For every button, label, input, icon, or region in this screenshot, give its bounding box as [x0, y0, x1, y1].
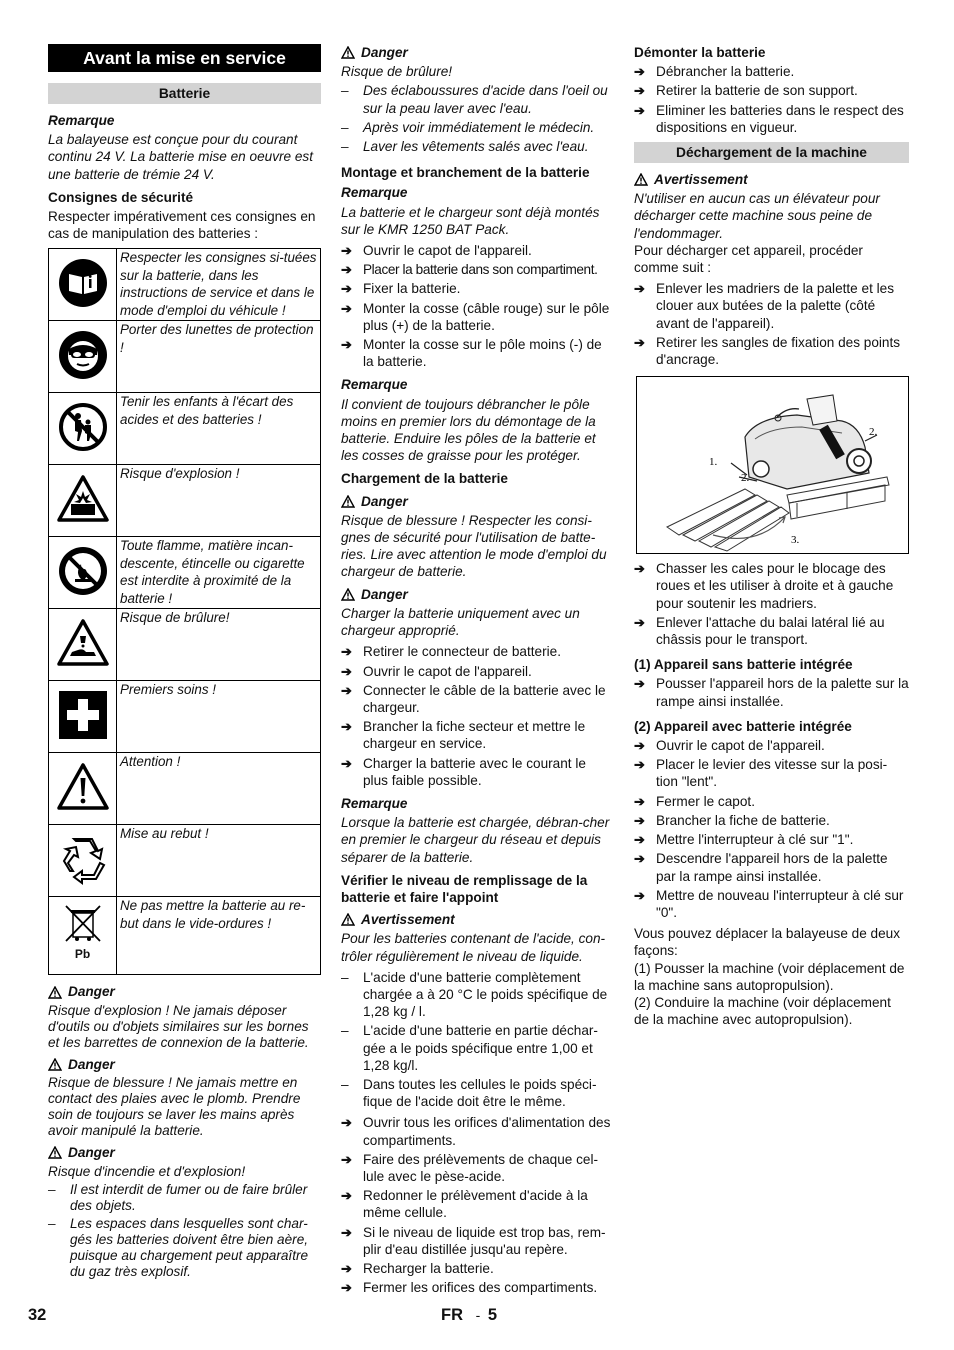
table-row [49, 825, 321, 897]
unload-steps-a [634, 280, 909, 368]
no-trash-bin-icon [60, 903, 106, 943]
remark2-text: Il convient de toujours débrancher le pôle moins en premier lors du démontage de la batterie. Enduire les pôles de la batterie et les cosses de graisse pour les protéger. [341, 396, 596, 464]
safety-symbols-table [48, 248, 321, 975]
list-item: ➔ Connecter le câble de la batterie avec le chargeur. [341, 682, 614, 716]
remove-steps [634, 63, 909, 136]
sub1-heading: (1) Appareil sans batterie intégrée [634, 657, 853, 673]
list-item: ➔ Fermer le capot. [634, 793, 909, 810]
list-item: ➔ Pousser l'appareil hors de la palette sur la rampe ainsi installée. [634, 675, 909, 709]
section-title-batterie: Batterie [48, 83, 321, 104]
list-item: – L'acide d'une batterie en partie déchar-gée a le poids spécifique entre 1,00 et 1,28 kg/l. [341, 1022, 614, 1074]
list-item: ➔ Ouvrir tous les orifices d'alimentation des compartiments. [341, 1114, 614, 1148]
figure-label-2a: 2. [869, 426, 878, 439]
danger-text: Risque de blessure ! Ne jamais mettre en contact des plaies avec le plomb. Prendre soin de toujours se laver les mains après avoir manipulé la batterie. [48, 1074, 301, 1138]
sub-page-number: 5 [487, 1306, 498, 1324]
safety-text: Tenir les enfants à l'écart des acides et des batteries ! [117, 393, 321, 465]
warning-triangle-icon [48, 1058, 62, 1071]
column-2 [341, 44, 614, 1300]
safety-text: Mise au rebut ! [117, 825, 321, 897]
remark2-heading: Remarque [341, 377, 408, 393]
page-number: 32 [28, 1306, 47, 1324]
danger-heading: Danger [341, 493, 614, 510]
page-language-indicator [441, 1307, 497, 1324]
list-item: ➔ Mettre l'interrupteur à clé sur "1". [634, 831, 909, 848]
table-row [49, 609, 321, 681]
warning-triangle-icon [341, 913, 355, 926]
remark-text: La balayeuse est conçue pour du courant continu 24 V. La batterie mise en oeuvre est une batterie de trémie 24 V. [48, 132, 313, 182]
list-item: ➔ Brancher la fiche de batterie. [634, 812, 909, 829]
level-heading: Vérifier le niveau de remplissage de la batterie et faire l'appoint [341, 872, 588, 905]
danger-heading: Danger [48, 1056, 321, 1073]
danger-text: Charger la batterie uniquement avec un chargeur approprié. [341, 605, 580, 639]
level-steps [341, 1114, 614, 1296]
list-item: ➔ Monter la cosse sur le pôle moins (-) de la batterie. [341, 336, 614, 370]
remark3-text: Lorsque la batterie est chargée, débran-cher en premier le chargeur du réseau et depuis séparer de la batterie. [341, 815, 610, 865]
list-item: ➔ Si le niveau de liquide est trop bas, rem-plir d'eau distillée jusqu'au repère. [341, 1224, 614, 1258]
list-item: ➔ Brancher la fiche secteur et mettre le chargeur en service. [341, 718, 614, 752]
list-item: – L'acide d'une batterie complètement chargée a à 20 °C le poids spécifique de 1,28 kg / l. [341, 969, 614, 1021]
list-item: ➔ Fermer les orifices des compartiments. [341, 1279, 614, 1296]
remark-heading: Remarque [48, 113, 115, 128]
list-item: ➔ Débrancher la batterie. [634, 63, 909, 80]
list-item: – Il est interdit de fumer ou de faire brûler des objets. [48, 1182, 321, 1214]
safety-text: Toute flamme, matière incan-descente, étincelle ou cigarette est interdite à proximité de la batterie ! [117, 537, 321, 609]
warning-triangle-icon [341, 46, 355, 59]
chapter-title: Avant la mise en service [48, 44, 321, 72]
danger-heading: Danger [48, 1144, 321, 1161]
list-item: ➔ Redonner le prélèvement d'acide à la même cellule. [341, 1187, 614, 1221]
unload-intro: Pour décharger cet appareil, procéder comme suit : [634, 242, 863, 276]
remark3-heading: Remarque [341, 795, 408, 811]
list-item: ➔ Placer le levier des vitesse sur la posi-tion "lent". [634, 756, 909, 790]
no-children-icon [57, 401, 109, 453]
list-item: ➔ Ouvrir le capot de l'appareil. [341, 663, 614, 680]
list-item: ➔ Retirer les sangles de fixation des points d'ancrage. [634, 334, 909, 368]
burn-danger-list [341, 82, 614, 155]
acid-burn-icon [56, 618, 110, 668]
danger-text: Risque de brûlure! [341, 64, 453, 80]
danger-heading: Danger [341, 44, 614, 61]
charge-steps [341, 643, 614, 789]
list-item: ➔ Placer la batterie dans son compartiment. [341, 261, 614, 278]
list-item: – Après voir immédiatement le médecin. [341, 119, 614, 136]
section-title-dechargement: Déchargement de la machine [634, 142, 909, 163]
table-row [49, 393, 321, 465]
column-1 [48, 44, 321, 1284]
safety-text: Porter des lunettes de protection ! [117, 321, 321, 393]
pb-label: Pb [74, 946, 91, 961]
warning-text: N'utiliser en aucun cas un élévateur pour décharger cette machine sous peine de l'endommager. [634, 191, 880, 241]
danger-text: Risque d'explosion ! Ne jamais déposer d'outils ou d'objets similaires sur les bornes et les barrettes de connexion de la batterie. [48, 1002, 309, 1050]
recycling-icon [56, 833, 110, 885]
fire-danger-list [48, 1182, 321, 1280]
list-item: – Les espaces dans lesquelles sont char-gés les batteries doivent être bien aère, puisque au chargement peut apparaître du gaz très explosif. [48, 1216, 321, 1280]
safety-text: Risque d'explosion ! [117, 465, 321, 537]
charge-heading: Chargement de la batterie [341, 471, 508, 487]
remove-heading: Démonter la batterie [634, 45, 766, 60]
warning-triangle-icon [48, 1146, 62, 1159]
unload-steps-b [634, 560, 909, 648]
safety-text: Respecter les consignes si-tuées sur la batterie, dans les instructions de service et dans le mode d'emploi du véhicule ! [117, 249, 321, 321]
first-aid-icon [57, 689, 109, 741]
list-item: ➔ Faire des prélèvements de chaque cel-lule avec le pèse-acide. [341, 1151, 614, 1185]
list-item: – Dans toutes les cellules le poids spéci-fique de l'acide doit être le même. [341, 1076, 614, 1110]
safety-text: Attention ! [117, 753, 321, 825]
list-item: ➔ Retirer le connecteur de batterie. [341, 643, 614, 660]
mount-steps [341, 242, 614, 370]
list-item: ➔ Recharger la batterie. [341, 1260, 614, 1277]
table-row [49, 681, 321, 753]
danger-text: Risque de blessure ! Respecter les consi-gnes de sécurité pour l'utilisation de batte-ries. Lire avec attention le mode d'emploi du chargeur de batterie. [341, 512, 607, 580]
level-items [341, 969, 614, 1111]
figure-label-2b: 2. [741, 472, 750, 485]
sub2-heading: (2) Appareil avec batterie intégrée [634, 718, 852, 734]
list-item: ➔ Descendre l'appareil hors de la palette par la rampe ainsi installée. [634, 850, 909, 884]
list-item: ➔ Eliminer les batteries dans le respect des dispositions en vigueur. [634, 102, 909, 136]
warning-triangle-icon [341, 495, 355, 508]
list-item: ➔ Ouvrir le capot de l'appareil. [634, 737, 909, 754]
table-row [49, 465, 321, 537]
table-row [49, 249, 321, 321]
list-item: – Des éclaboussures d'acide dans l'oeil ou sur la peau laver avec l'eau. [341, 82, 614, 116]
move-option-1: (1) Pousser la machine (voir déplacement de la machine sans autopropulsion). [634, 960, 905, 993]
unloading-illustration [636, 376, 909, 554]
safety-text: Risque de brûlure! [117, 609, 321, 681]
danger-text: Risque d'incendie et d'explosion! [48, 1164, 246, 1180]
list-item: ➔ Enlever l'attache du balai latéral lié au châssis pour le transport. [634, 614, 909, 648]
list-item: ➔ Fixer la batterie. [341, 280, 614, 297]
warning-triangle-icon [341, 588, 355, 601]
list-item: ➔ Monter la cosse (câble rouge) sur le pôle plus (+) de la batterie. [341, 300, 614, 334]
page-dash: - [475, 1307, 481, 1323]
explosion-icon [56, 474, 110, 524]
mount-heading: Montage et branchement de la batterie [341, 165, 590, 181]
table-row [49, 321, 321, 393]
list-item: ➔ Retirer la batterie de son support. [634, 82, 909, 99]
list-item: ➔ Chasser les cales pour le blocage des roues et les utiliser à droite et à gauche pour soutenir les madriers. [634, 560, 909, 612]
list-item: ➔ Ouvrir le capot de l'appareil. [341, 242, 614, 259]
mount-remark-text: La batterie et le chargeur sont déjà montés sur le KMR 1250 BAT Pack. [341, 204, 600, 237]
danger-heading: Danger [48, 983, 321, 1000]
warning-triangle-icon [634, 173, 648, 186]
table-row [49, 897, 321, 975]
move-intro: Vous pouvez déplacer la balayeuse de deux façons: [634, 926, 901, 959]
safety-text: Ne pas mettre la batterie au re-but dans le vide-ordures ! [117, 897, 321, 975]
safety-text: Premiers soins ! [117, 681, 321, 753]
safety-heading: Consignes de sécurité [48, 189, 194, 205]
move-option-2: (2) Conduire la machine (voir déplacement de la machine avec autopropulsion). [634, 994, 891, 1028]
sub2-steps [634, 737, 909, 921]
attention-icon [56, 762, 110, 812]
warning-triangle-icon [48, 986, 62, 999]
table-row [49, 537, 321, 609]
list-item: ➔ Enlever les madriers de la palette et les clouer aux butées de la palette (côté avant de l'appareil). [634, 280, 909, 332]
warning-heading: Avertissement [634, 171, 909, 188]
sub1-steps [634, 675, 909, 709]
goggles-icon [57, 329, 109, 381]
table-row [49, 753, 321, 825]
mount-remark-heading: Remarque [341, 185, 408, 201]
manual-icon [57, 257, 109, 309]
column-3 [634, 44, 909, 1028]
sweeper-on-pallet-drawing [637, 377, 908, 553]
figure-label-1: 1. [709, 456, 718, 469]
list-item: ➔ Mettre de nouveau l'interrupteur à clé sur "0". [634, 887, 909, 921]
no-fire-icon [57, 545, 109, 597]
safety-intro: Respecter impérativement ces consignes en cas de manipulation des batteries : [48, 209, 316, 242]
list-item: ➔ Charger la batterie avec le courant le plus faible possible. [341, 755, 614, 789]
figure-label-3: 3. [791, 534, 800, 547]
language-code: FR [441, 1306, 463, 1324]
warning-heading: Avertissement [341, 911, 614, 928]
warning-text: Pour les batteries contenant de l'acide, con-trôler régulièrement le niveau de liquide. [341, 931, 606, 964]
list-item: – Laver les vêtements salés avec l'eau. [341, 138, 614, 155]
danger-heading: Danger [341, 586, 614, 603]
